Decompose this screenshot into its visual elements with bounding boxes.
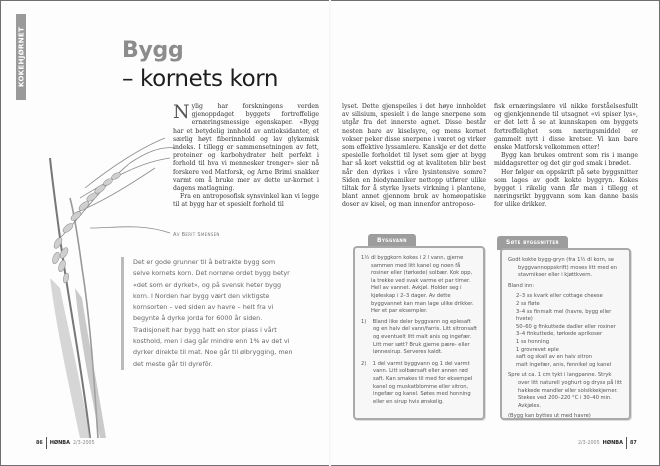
recipe-intro: Godt kokte bygg-gryn (fra 1½ dl korn, se byggvannoppskrift) moses litt med en stavmikser eller i kjøttkvern. [508, 257, 617, 279]
ingredient: 1 ss honning [516, 338, 550, 345]
body-column-4 [494, 103, 638, 210]
body-paragraph: fisk ernæringslære vil nikke forståelsesfullt og gjenkjennende til utsagnet «vi spiser lys», er det lett å se at kunnskapen om byggets fortreffelighet som næringsmiddel er gammelt nytt i disse kretser. Vi kan bare ønske Matforsk velkommen etter! [494, 103, 638, 152]
ingredient: 50–60 g finkuttede dadler eller rosiner [516, 323, 616, 330]
body-paragraph: Bygg kan brukes omtrent som ris i mange middagsretter og det gir god smak i brødet. [494, 152, 638, 168]
box-body [353, 246, 485, 420]
drop-cap: N [173, 101, 190, 123]
footer-divider [46, 437, 47, 449]
ingredient: saft og skall av en halv sitron [516, 354, 593, 361]
page-number-left: 86 [36, 440, 43, 446]
recipe-note: (Bygg kan byttes ut med havre) [508, 413, 591, 420]
byline: Av Berit Smensen [173, 232, 220, 238]
ingredient: 1 grovrevet eple [516, 346, 559, 353]
article-title: Bygg [122, 38, 184, 63]
intro-paragraph-1: Nylig har forskningens verden gjenoppdaget byggets fortreffelige ernæringsmessige egenskaper. «Bygg har et betydelig innhold av antioksidanter, et særlig høyt fiberinnhold og lav glykemisk indeks. I tillegg er sammensetningen av fett, proteiner og karbohydrater helt perfekt i forhold til hva vi mennesker trenger» sier nå forskere ved Matforsk, og Arne Brimi snakker varmt om å bruke mer av dette ur-kornet i dagens matlagning. [173, 101, 319, 193]
issue-number: 2/3-2005 [578, 440, 600, 446]
box-title: Byggvann [368, 234, 416, 248]
magazine-name: HØNBA [49, 440, 70, 446]
recipe-method: Spre ut ca. 1 cm tykt i langpanne. Stryk over litt naturell yoghurt og dryss på litt hakkede mandler eller solsikkekjerner. Stekes ved 200–220 °C i 30–40 min. Avkjøles. [508, 372, 623, 409]
pull-quote: Det er gode grunner til å betrakte bygg som selve kornets korn. Det norrøne ordet bygg betyr «det som er dyrket», og på svensk heter bygg korn. I Norden har bygg vært den viktigste kornsorten – ved siden av havre – helt fra vi begynte å dyrke jorda for 6000 år siden. Tradisjonelt har bygg hatt en stor plass i vårt kosthold, men i dag går mindre enn 1% av det vi dyrker direkte til mat. Noe går til ølbrygging, men det meste går til dyrefôr. [121, 257, 293, 370]
footer-divider [626, 437, 627, 449]
body-paragraph: lyset. Dette gjenspeiles i det høye innholdet av silisium, spesielt i de lange snerpene som utgår fra det innerste agnet. Disse består nesten bare av kiselsyre, og mens kornet vokser peker disse snerpene i været og virker som effektive lyssamlere. Kanskje er det dette spesielle forholdet til lyset som gjør at bygg har så kort veksttid og at kvaliteten blir best når den dyrkes i våre lysintensive somre? Siden en biodynamiker nettopp utfører ulike tiltak for å styrke lysets virkning i plantene, blant annet gjennom bruk av homøopatiske doser av kisel, og man innenfor antroposo- [342, 103, 486, 209]
page-number-right: 87 [629, 440, 637, 446]
recipe-intro: 1½ dl byggkorn kokes i 2 l vann, gjerne sammen med litt kanel og noen få rosiner eller (tørkede) solbær. Kok opp, la trekke ved svak varme et par timer. Hell av vannet. Avkjøl. Holder seg i kjøleskap i 2–3 dager. Av dette byggvannet kan man lage ulike drikker. Her et par eksempler. [361, 255, 474, 315]
box-body [500, 248, 631, 420]
ingredient: 2 ss fløte [516, 300, 540, 307]
magazine-name: HØNBA [602, 440, 623, 446]
issue-number: 2/3-2005 [73, 440, 95, 446]
recipe-item: 1) Bland like deler byggvann og eplesaft og en halv del vann/farris. Litt sitronsaft og eventuelt litt malt anis og ingefær. Litt mer søtt? Bruk gjerne pære- eller lønnesirup. Serveres kaldt. [361, 318, 477, 356]
section-tab [16, 14, 26, 100]
recipe-item: 2) 1 del varmt byggvann og 1 del varmt vann. Litt solbærsaft eller annen rød saft. Kan smakes til med for eksempel kanel og muskatblomme eller sitron, ingefær og kanel. Søtes med honning eller en sirup hvis ønskelig. [361, 360, 473, 405]
page-gutter [329, 0, 331, 466]
ingredient: 3–4 finkuttede, tørkede aprikoser [516, 331, 603, 338]
footer-left [36, 437, 95, 449]
recipe-box-byggvann [361, 234, 489, 420]
footer-right [578, 437, 637, 449]
article-subtitle: – kornets korn [122, 66, 279, 92]
ingredient: 3–4 ss finmalt mel (havre, bygg eller hvete) [516, 308, 612, 323]
recipe-box-byggsnitter [497, 236, 637, 422]
intro-column [173, 103, 319, 210]
body-column-3 [342, 103, 486, 210]
section-label: KOKEHJØRNET [16, 26, 26, 88]
intro-paragraph-2: Fra en antroposofisk synsvinkel kan vi legge til at bygg har et spesielt forhold til [173, 193, 319, 209]
mix-label: Bland inn: [508, 282, 535, 289]
ingredient-list [516, 293, 623, 369]
box-title: Søte byggsnitter [497, 236, 568, 250]
ingredient: 2–3 ss kvark eller cottage cheese [516, 293, 603, 300]
ingredient: malt ingefær, anis, fennikel og kanel [516, 361, 612, 368]
body-paragraph: Her følger en oppskrift på søte byggsnitter som lages av godt kokte byggryn. Kokes bygget i rikelig vann får man i tillegg et næringsrikt byggvann som kan danne basis for ulike drikker. [494, 168, 638, 209]
